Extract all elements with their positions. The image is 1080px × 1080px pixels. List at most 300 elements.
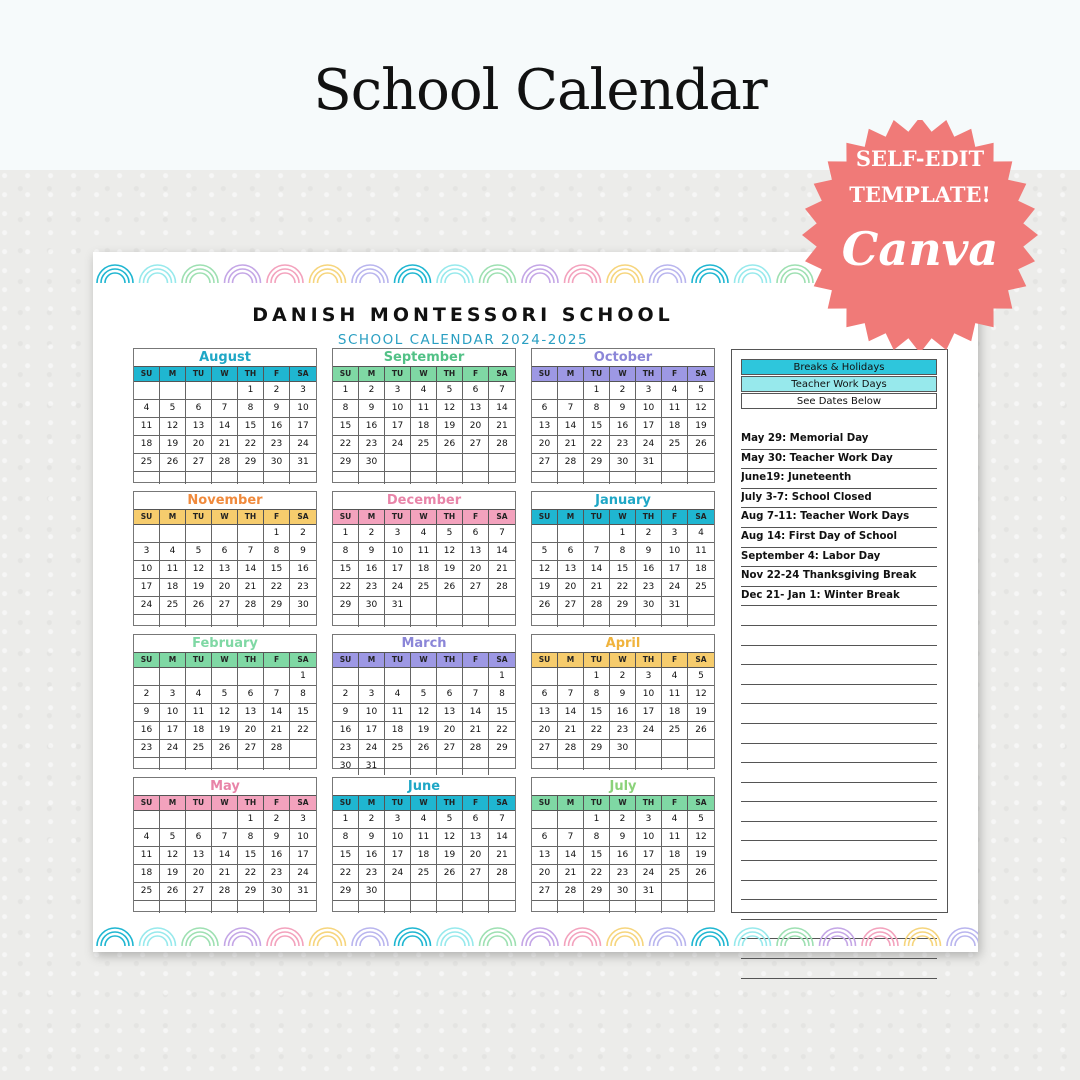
day-cell — [385, 668, 411, 686]
day-cell — [212, 382, 238, 400]
day-cell — [212, 901, 238, 913]
weekday-label: TU — [584, 510, 610, 524]
weekday-label: SA — [297, 369, 309, 378]
day-cell: 30 — [333, 758, 359, 775]
weekday-header — [532, 509, 714, 525]
weekday-label: TU — [385, 796, 411, 810]
day-cell: 3 — [636, 811, 662, 829]
day-cell: 19 — [411, 722, 437, 740]
day-cell: 27 — [532, 740, 558, 758]
day-cell: 17 — [134, 579, 160, 597]
day-cell: 26 — [411, 740, 437, 758]
weekday-label: TU — [385, 367, 411, 381]
scallop-arc — [310, 928, 346, 946]
day-cell: 29 — [610, 597, 636, 615]
day-cell: 21 — [212, 436, 238, 454]
day-cell: 19 — [688, 418, 714, 436]
date-note — [741, 783, 937, 803]
weekday-label: W — [212, 367, 238, 381]
day-cell: 6 — [238, 686, 264, 704]
day-cell: 6 — [463, 525, 489, 543]
day-cell — [610, 472, 636, 484]
day-cell: 4 — [134, 400, 160, 418]
day-cell: 17 — [636, 704, 662, 722]
day-cell: 20 — [532, 865, 558, 883]
day-cell — [662, 472, 688, 484]
day-cell: 11 — [662, 686, 688, 704]
date-note — [741, 606, 937, 626]
day-cell: 19 — [437, 561, 463, 579]
day-cell: 25 — [411, 436, 437, 454]
day-cell: 21 — [489, 561, 515, 579]
day-cell: 2 — [636, 525, 662, 543]
day-cell — [437, 597, 463, 615]
day-cell — [532, 525, 558, 543]
day-cell: 4 — [411, 811, 437, 829]
day-cell: 8 — [610, 543, 636, 561]
legend-panel — [731, 349, 948, 913]
scallop-arc — [437, 928, 473, 946]
day-cell — [186, 758, 212, 770]
day-cell: 16 — [333, 722, 359, 740]
day-cell: 6 — [186, 400, 212, 418]
scallop-arc — [565, 928, 601, 946]
day-cell: 23 — [610, 436, 636, 454]
weekday-label: TU — [385, 653, 411, 667]
day-cell: 1 — [333, 382, 359, 400]
day-cell: 6 — [532, 400, 558, 418]
day-cell — [186, 382, 212, 400]
scallop-arc — [828, 936, 848, 946]
day-cell — [333, 472, 359, 484]
day-cell: 2 — [610, 811, 636, 829]
scallop-arc — [403, 936, 423, 946]
day-cell: 17 — [636, 418, 662, 436]
day-cell — [688, 615, 714, 627]
day-cell: 14 — [489, 400, 515, 418]
month-june — [332, 777, 516, 912]
day-cell: 1 — [333, 525, 359, 543]
weekday-label: SA — [695, 369, 707, 378]
day-cell: 11 — [385, 704, 411, 722]
day-cell: 12 — [688, 829, 714, 847]
day-cell — [489, 615, 515, 627]
day-cell — [662, 901, 688, 913]
scallop-arc — [573, 936, 593, 946]
scallop-arc — [658, 273, 678, 283]
day-cell — [359, 472, 385, 484]
day-cell: 24 — [134, 597, 160, 615]
day-cell: 2 — [359, 382, 385, 400]
day-cell: 24 — [385, 579, 411, 597]
day-cell: 16 — [290, 561, 316, 579]
day-cell — [212, 615, 238, 627]
weekday-label: TH — [437, 510, 463, 524]
day-cell — [385, 901, 411, 913]
day-cell: 13 — [532, 418, 558, 436]
day-cell: 18 — [411, 561, 437, 579]
day-cell: 25 — [134, 883, 160, 901]
day-cell: 15 — [333, 418, 359, 436]
day-cell: 27 — [532, 454, 558, 472]
day-grid — [532, 525, 714, 627]
day-cell: 2 — [264, 811, 290, 829]
day-cell: 20 — [212, 579, 238, 597]
day-cell: 1 — [610, 525, 636, 543]
weekday-label: F — [264, 653, 290, 667]
day-cell: 13 — [463, 829, 489, 847]
day-cell: 24 — [636, 722, 662, 740]
day-cell — [584, 901, 610, 913]
day-cell: 12 — [688, 400, 714, 418]
day-cell — [662, 758, 688, 770]
weekday-label: W — [212, 510, 238, 524]
weekday-header — [333, 652, 515, 668]
month-title: July — [609, 779, 637, 794]
day-cell: 10 — [359, 704, 385, 722]
day-cell: 15 — [238, 847, 264, 865]
day-cell: 3 — [636, 668, 662, 686]
weekday-label: M — [160, 796, 186, 810]
day-cell: 30 — [610, 740, 636, 758]
day-cell: 5 — [437, 382, 463, 400]
scallop-arc — [445, 936, 465, 946]
day-cell: 7 — [489, 811, 515, 829]
day-cell — [688, 883, 714, 901]
important-dates-list — [741, 430, 937, 979]
scallop-arc — [403, 273, 423, 283]
date-note — [741, 646, 937, 666]
day-cell — [212, 668, 238, 686]
day-cell: 18 — [662, 704, 688, 722]
day-cell: 21 — [463, 722, 489, 740]
scallop-arc — [275, 936, 295, 946]
badge-line-1: SELF-EDIT — [855, 146, 985, 171]
day-cell: 5 — [186, 543, 212, 561]
badge-line-2: TEMPLATE! — [849, 182, 991, 207]
banner-title: School Calendar — [313, 58, 767, 123]
day-cell — [463, 472, 489, 484]
scallop-arc — [318, 936, 338, 946]
weekday-header — [134, 366, 316, 382]
day-cell — [688, 597, 714, 615]
day-cell: 24 — [385, 865, 411, 883]
day-cell: 1 — [290, 668, 316, 686]
day-cell — [264, 668, 290, 686]
date-note — [741, 822, 937, 842]
day-cell: 21 — [584, 579, 610, 597]
day-cell: 27 — [463, 865, 489, 883]
day-cell — [134, 811, 160, 829]
weekday-label: SU — [532, 796, 558, 810]
day-cell — [532, 901, 558, 913]
day-cell: 5 — [688, 811, 714, 829]
day-cell: 28 — [584, 597, 610, 615]
day-cell: 23 — [333, 740, 359, 758]
day-cell — [662, 454, 688, 472]
scallop-arc — [700, 936, 720, 946]
badge-canva-text: Canva — [841, 222, 999, 276]
day-cell: 7 — [238, 543, 264, 561]
weekday-header — [134, 509, 316, 525]
day-cell: 25 — [688, 579, 714, 597]
day-grid — [134, 668, 316, 770]
day-cell: 21 — [558, 722, 584, 740]
day-cell — [186, 668, 212, 686]
scallop-arc — [615, 273, 635, 283]
day-cell: 25 — [186, 740, 212, 758]
scallop-arc — [105, 936, 125, 946]
weekday-label: W — [610, 510, 636, 524]
day-cell: 7 — [558, 686, 584, 704]
day-cell: 23 — [290, 579, 316, 597]
day-cell: 29 — [333, 883, 359, 901]
day-cell: 24 — [662, 579, 688, 597]
day-cell: 10 — [636, 829, 662, 847]
day-cell: 3 — [134, 543, 160, 561]
day-cell: 13 — [532, 847, 558, 865]
day-cell — [160, 901, 186, 913]
day-cell — [134, 472, 160, 484]
day-cell: 15 — [610, 561, 636, 579]
day-cell: 23 — [359, 436, 385, 454]
scallop-arc — [97, 928, 133, 946]
day-cell: 26 — [688, 722, 714, 740]
day-cell: 25 — [662, 436, 688, 454]
day-cell: 18 — [662, 847, 688, 865]
day-cell: 27 — [186, 883, 212, 901]
date-note: September 4: Labor Day — [741, 548, 937, 568]
day-cell: 21 — [212, 865, 238, 883]
weekday-label: SU — [532, 367, 558, 381]
day-cell: 18 — [688, 561, 714, 579]
date-note — [741, 724, 937, 744]
day-cell: 13 — [437, 704, 463, 722]
weekday-label: M — [359, 510, 385, 524]
weekday-label: F — [264, 367, 290, 381]
day-cell: 10 — [662, 543, 688, 561]
day-cell: 12 — [688, 686, 714, 704]
day-cell — [489, 472, 515, 484]
day-cell: 1 — [333, 811, 359, 829]
day-cell: 3 — [385, 525, 411, 543]
day-cell: 22 — [238, 865, 264, 883]
day-cell — [290, 758, 316, 770]
day-cell: 11 — [411, 400, 437, 418]
day-cell: 11 — [411, 543, 437, 561]
day-cell: 19 — [186, 579, 212, 597]
day-cell: 11 — [134, 418, 160, 436]
day-cell: 19 — [212, 722, 238, 740]
day-cell: 20 — [532, 722, 558, 740]
day-cell: 1 — [584, 811, 610, 829]
day-cell: 20 — [463, 847, 489, 865]
day-cell — [437, 472, 463, 484]
day-cell: 29 — [584, 740, 610, 758]
day-cell: 30 — [264, 454, 290, 472]
day-cell — [290, 740, 316, 758]
day-cell — [385, 615, 411, 627]
date-note — [741, 744, 937, 764]
day-cell: 28 — [463, 740, 489, 758]
day-cell: 9 — [610, 686, 636, 704]
day-cell: 9 — [359, 543, 385, 561]
day-cell — [160, 615, 186, 627]
day-cell — [134, 525, 160, 543]
day-cell: 26 — [186, 597, 212, 615]
day-cell: 12 — [160, 418, 186, 436]
legend-teacher-work-days: Teacher Work Days — [741, 376, 937, 392]
day-cell — [584, 525, 610, 543]
weekday-label: F — [662, 796, 688, 810]
scallop-arc — [310, 265, 346, 283]
weekday-label: SU — [333, 796, 359, 810]
weekday-label: F — [463, 367, 489, 381]
day-cell — [463, 597, 489, 615]
scallop-arc — [233, 936, 253, 946]
scallop-arc — [190, 936, 210, 946]
date-note — [741, 685, 937, 705]
day-cell — [532, 758, 558, 770]
day-cell: 21 — [238, 579, 264, 597]
day-cell: 24 — [290, 436, 316, 454]
day-cell — [437, 758, 463, 775]
day-cell: 3 — [290, 382, 316, 400]
day-cell — [212, 758, 238, 770]
day-cell — [636, 615, 662, 627]
weekday-label: M — [160, 653, 186, 667]
day-cell — [662, 740, 688, 758]
weekday-label: SU — [134, 510, 160, 524]
scallop-arc — [480, 265, 516, 283]
weekday-header — [532, 795, 714, 811]
weekday-label: W — [411, 653, 437, 667]
day-cell: 9 — [290, 543, 316, 561]
scallop-arc — [275, 273, 295, 283]
day-cell: 10 — [385, 543, 411, 561]
day-cell: 18 — [411, 418, 437, 436]
day-cell: 18 — [662, 418, 688, 436]
day-cell: 28 — [238, 597, 264, 615]
day-cell — [662, 615, 688, 627]
month-title: August — [199, 350, 251, 365]
scallop-arc — [522, 265, 558, 283]
month-october — [531, 348, 715, 483]
day-cell: 31 — [359, 758, 385, 775]
day-cell: 20 — [463, 418, 489, 436]
day-cell: 30 — [359, 883, 385, 901]
date-note — [741, 841, 937, 861]
day-cell: 17 — [160, 722, 186, 740]
weekday-label: SA — [297, 798, 309, 807]
day-cell — [437, 901, 463, 913]
weekday-label: SU — [532, 510, 558, 524]
scallop-arc — [650, 265, 686, 283]
day-grid — [134, 525, 316, 627]
day-cell: 7 — [264, 686, 290, 704]
weekday-label: F — [463, 653, 489, 667]
day-cell: 28 — [558, 740, 584, 758]
day-cell: 19 — [688, 704, 714, 722]
scallop-arc — [352, 928, 388, 946]
day-cell — [212, 811, 238, 829]
scallop-arc — [530, 936, 550, 946]
day-cell: 6 — [463, 811, 489, 829]
day-cell — [532, 382, 558, 400]
day-cell: 14 — [264, 704, 290, 722]
day-cell: 31 — [290, 454, 316, 472]
day-cell: 13 — [238, 704, 264, 722]
day-cell — [463, 883, 489, 901]
day-cell: 25 — [385, 740, 411, 758]
weekday-label: M — [558, 653, 584, 667]
day-cell: 10 — [385, 400, 411, 418]
day-cell — [385, 883, 411, 901]
day-cell: 11 — [662, 400, 688, 418]
day-cell — [186, 901, 212, 913]
day-cell: 26 — [160, 883, 186, 901]
scallop-arc — [360, 273, 380, 283]
month-title: May — [210, 779, 240, 794]
weekday-label: SA — [496, 798, 508, 807]
day-cell: 1 — [238, 811, 264, 829]
day-cell: 6 — [212, 543, 238, 561]
weekday-label: SU — [134, 796, 160, 810]
day-cell: 4 — [186, 686, 212, 704]
day-cell — [532, 472, 558, 484]
day-cell: 18 — [186, 722, 212, 740]
day-cell: 29 — [584, 883, 610, 901]
weekday-label: TU — [186, 653, 212, 667]
month-title: January — [595, 493, 651, 508]
weekday-label: TU — [584, 796, 610, 810]
day-cell: 14 — [238, 561, 264, 579]
day-cell — [558, 811, 584, 829]
day-cell — [186, 525, 212, 543]
day-cell — [532, 615, 558, 627]
day-cell — [558, 615, 584, 627]
calendar-subtitle: SCHOOL CALENDAR 2024-2025 — [337, 332, 589, 348]
day-cell — [359, 668, 385, 686]
weekday-label: SU — [134, 367, 160, 381]
day-cell: 23 — [359, 865, 385, 883]
scallop-arc — [182, 928, 218, 946]
day-cell: 13 — [212, 561, 238, 579]
weekday-label: SU — [134, 653, 160, 667]
day-cell: 16 — [264, 418, 290, 436]
weekday-label: SA — [496, 369, 508, 378]
weekday-label: TH — [437, 653, 463, 667]
day-cell: 13 — [532, 704, 558, 722]
month-march — [332, 634, 516, 769]
day-cell: 26 — [160, 454, 186, 472]
day-cell — [688, 740, 714, 758]
day-cell: 7 — [212, 829, 238, 847]
day-cell — [264, 901, 290, 913]
month-november — [133, 491, 317, 626]
day-cell: 16 — [264, 847, 290, 865]
day-cell — [411, 883, 437, 901]
day-cell: 1 — [238, 382, 264, 400]
day-cell — [333, 668, 359, 686]
day-cell: 9 — [636, 543, 662, 561]
month-july — [531, 777, 715, 912]
scallop-arc — [437, 265, 473, 283]
day-cell: 22 — [333, 865, 359, 883]
weekday-header — [532, 652, 714, 668]
day-cell — [463, 454, 489, 472]
day-cell: 16 — [610, 704, 636, 722]
